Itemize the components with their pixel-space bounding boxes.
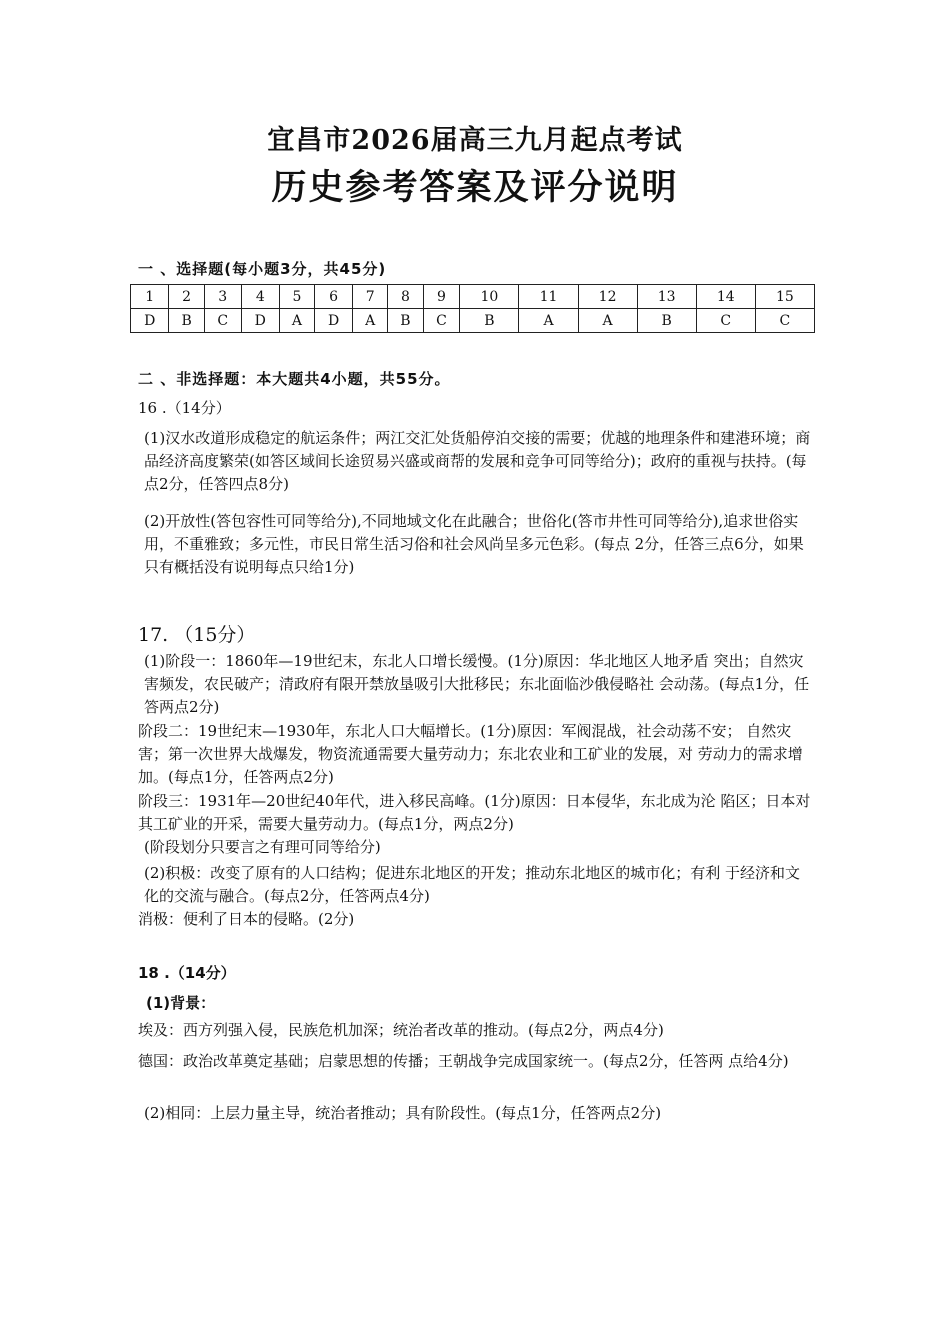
q16-part2: (2)开放性(答包容性可同等给分),不同地域文化在此融合；世俗化(答市井性可同等给分),追求世俗实用，不重雅致；多元性，市民日常生活习俗和社会风尚呈多元色彩。(每点 2分，任答三点6分，如果只有概括没有说明每点只给1分) [144,512,804,576]
answer-cell: B [169,309,204,333]
q17-negative: 消极：便利了日本的侵略。(2分) [138,910,355,928]
question-number: 11 [519,285,578,309]
answer-cell: C [204,309,241,333]
section2-heading: 二 、非选择题：本大题共4小题，共55分。 [138,370,451,388]
answer-cell: B [460,309,519,333]
answer-cell: D [314,309,352,333]
answer-cell: B [637,309,696,333]
question-number: 7 [353,285,388,309]
question-number: 3 [204,285,241,309]
q17-header: 17. （15分） [138,624,256,646]
q18-part2: (2)相同：上层力量主导，统治者推动；具有阶段性。(每点1分，任答两点2分) [144,1104,662,1122]
answer-cell: D [131,309,169,333]
answer-table [130,284,815,333]
answer-cell: D [241,309,279,333]
question-number: 10 [460,285,519,309]
question-number: 1 [131,285,169,309]
question-number: 4 [241,285,279,309]
question-number: 14 [696,285,755,309]
q18-header: 18 .（14分） [138,964,236,982]
question-number: 13 [637,285,696,309]
q18-background-label: (1)背景： [146,994,216,1012]
q17-stage2: 阶段二：19世纪末—1930年，东北人口大幅增长。(1分)原因：军阀混战，社会动荡不安； 自然灾害；第一次世界大战爆发，物资流通需要大量劳动力；东北农业和工矿业的发展，对 劳动力的需求增加。(每点1分，任答两点2分) [138,722,803,786]
q17-part1: (1)阶段一：1860年—19世纪末，东北人口增长缓慢。(1分)原因：华北地区人地矛盾 突出；自然灾害频发，农民破产；清政府有限开禁放垦吸引大批移民；东北面临沙俄侵略社 会动荡。(每点1分，任答两点2分) [144,652,810,716]
question-number: 9 [423,285,460,309]
answer-cell: A [578,309,637,333]
question-number: 2 [169,285,204,309]
q16-part1: (1)汉水改道形成稳定的航运条件；两江交汇处货船停泊交接的需要；优越的地理条件和建港环境；商品经济高度繁荣(如答区域间长途贸易兴盛或商帮的发展和竞争可同等给分)；政府的重视与扶持。(每点2分，任答四点8分) [144,429,811,493]
exam-title: 宜昌市2026届高三九月起点考试 [267,125,683,156]
section1-heading: 一 、选择题(每小题3分，共45分) [138,260,387,278]
q18-germany: 德国：政治改革奠定基础；启蒙思想的传播；王朝战争完成国家统一。(每点2分，任答两 点给4分) [138,1052,789,1070]
answer-cell: A [353,309,388,333]
q18-egypt: 埃及：西方列强入侵，民族危机加深；统治者改革的推动。(每点2分，两点4分) [138,1021,664,1039]
answer-cell: B [388,309,423,333]
question-number: 8 [388,285,423,309]
answer-cell: A [519,309,578,333]
answer-cell: C [423,309,460,333]
q17-part2: (2)积极：改变了原有的人口结构；促进东北地区的开发；推动东北地区的城市化；有利 于经济和文化的交流与融合。(每点2分，任答两点4分) [144,864,801,905]
document-title: 历史参考答案及评分说明 [271,167,679,208]
answer-cell: C [696,309,755,333]
q17-stage3: 阶段三：1931年—20世纪40年代，进入移民高峰。(1分)原因：日本侵华，东北成为沦 陷区；日本对其工矿业的开采，需要大量劳动力。(每点1分，两点2分) [138,792,811,833]
question-number: 15 [755,285,814,309]
answer-row [131,309,815,333]
question-number: 12 [578,285,637,309]
question-number: 5 [279,285,314,309]
answer-cell: C [755,309,814,333]
q16-header: 16 .（14分） [138,399,231,417]
question-number-row [131,285,815,309]
question-number: 6 [314,285,352,309]
q17-note: (阶段划分只要言之有理可同等给分) [144,838,381,856]
answer-cell: A [279,309,314,333]
